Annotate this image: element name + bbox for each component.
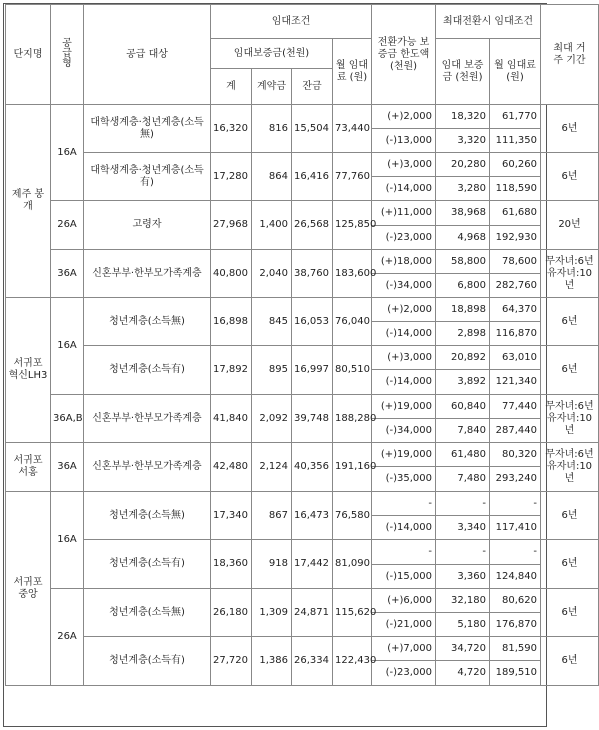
monthly-rent: 125,850 [333, 201, 372, 250]
max-monthly: 124,840 [490, 565, 541, 589]
max-period: 6년 [541, 589, 599, 637]
convertible-limit: (-)34,000 [372, 419, 436, 443]
max-monthly: 176,870 [490, 613, 541, 637]
max-period: 6년 [541, 298, 599, 346]
supply-type: 36A [51, 443, 84, 492]
max-deposit: 2,898 [436, 322, 490, 346]
header-total: 계 [211, 69, 252, 105]
supply-type: 26A [51, 589, 84, 686]
table-row [6, 298, 599, 322]
max-period: 6년 [541, 346, 599, 395]
supply-type: 16A [51, 105, 84, 201]
convertible-limit: (+)18,000 [372, 250, 436, 274]
supply-target: 신혼부부·한부모가족계층 [84, 250, 211, 298]
rent-conditions-table [5, 4, 599, 686]
deposit-balance: 39,748 [292, 395, 333, 443]
monthly-rent: 80,510 [333, 346, 372, 395]
supply-target: 청년계층(소득無) [84, 589, 211, 637]
deposit-contract: 895 [252, 346, 292, 395]
max-monthly: 61,770 [490, 105, 541, 129]
supply-type: 36A,B [51, 395, 84, 443]
max-period: 6년 [541, 637, 599, 686]
supply-type: 36A [51, 250, 84, 298]
deposit-balance: 26,568 [292, 201, 333, 250]
header-target: 공급 대상 [84, 5, 211, 105]
max-monthly: - [490, 492, 541, 516]
max-monthly: 78,600 [490, 250, 541, 274]
deposit-contract: 1,400 [252, 201, 292, 250]
max-deposit: 32,180 [436, 589, 490, 613]
max-period: 6년 [541, 105, 599, 153]
monthly-rent: 76,040 [333, 298, 372, 346]
max-deposit: 4,968 [436, 226, 490, 250]
deposit-total: 27,720 [211, 637, 252, 686]
max-monthly: 63,010 [490, 346, 541, 370]
max-deposit: 20,280 [436, 153, 490, 177]
convertible-limit: (+)19,000 [372, 395, 436, 419]
table-row [6, 540, 599, 565]
deposit-balance: 16,473 [292, 492, 333, 540]
monthly-rent: 115,620 [333, 589, 372, 637]
max-monthly: 64,370 [490, 298, 541, 322]
header-max-monthly: 월 임대료 (원) [490, 39, 541, 105]
complex-name: 제주 봉개 [6, 105, 51, 298]
deposit-total: 18,360 [211, 540, 252, 589]
header-max-period: 최대 거주 기간 [541, 5, 599, 105]
max-period: 6년 [541, 540, 599, 589]
monthly-rent: 122,430 [333, 637, 372, 686]
table-row [6, 492, 599, 516]
max-deposit: 6,800 [436, 274, 490, 298]
deposit-contract: 2,124 [252, 443, 292, 492]
max-monthly: 60,260 [490, 153, 541, 177]
convertible-limit: (+)11,000 [372, 201, 436, 226]
convertible-limit: (+)3,000 [372, 346, 436, 370]
complex-name: 서귀포 혁신LH3 [6, 298, 51, 443]
header-monthly: 월 임대료 (원) [333, 39, 372, 105]
deposit-contract: 845 [252, 298, 292, 346]
monthly-rent: 73,440 [333, 105, 372, 153]
deposit-balance: 16,416 [292, 153, 333, 201]
table-row [6, 153, 599, 177]
supply-type: 16A [51, 298, 84, 395]
deposit-balance: 26,334 [292, 637, 333, 686]
deposit-contract: 1,386 [252, 637, 292, 686]
max-monthly: 111,350 [490, 129, 541, 153]
monthly-rent: 77,760 [333, 153, 372, 201]
max-deposit: - [436, 540, 490, 565]
max-monthly: 189,510 [490, 661, 541, 686]
max-period: 무자녀:6년 유자녀:10년 [541, 250, 599, 298]
convertible-limit: - [372, 540, 436, 565]
deposit-contract: 816 [252, 105, 292, 153]
max-period: 20년 [541, 201, 599, 250]
supply-target: 신혼부부·한부모가족계층 [84, 395, 211, 443]
deposit-total: 17,892 [211, 346, 252, 395]
supply-target: 청년계층(소득有) [84, 637, 211, 686]
deposit-total: 41,840 [211, 395, 252, 443]
supply-target: 대학생계층·청년계층(소득無) [84, 105, 211, 153]
max-deposit: 7,480 [436, 467, 490, 492]
deposit-total: 17,340 [211, 492, 252, 540]
deposit-total: 40,800 [211, 250, 252, 298]
deposit-total: 42,480 [211, 443, 252, 492]
monthly-rent: 188,280 [333, 395, 372, 443]
supply-target: 청년계층(소득有) [84, 540, 211, 589]
table-row [6, 637, 599, 661]
max-deposit: 3,340 [436, 516, 490, 540]
deposit-contract: 867 [252, 492, 292, 540]
convertible-limit: (-)13,000 [372, 129, 436, 153]
convertible-limit: (-)14,000 [372, 177, 436, 201]
header-type [51, 5, 84, 105]
header-deposit-group: 임대보증금(천원) [211, 39, 333, 69]
deposit-total: 16,898 [211, 298, 252, 346]
deposit-balance: 24,871 [292, 589, 333, 637]
convertible-limit: (-)14,000 [372, 516, 436, 540]
supply-target: 청년계층(소득無) [84, 492, 211, 540]
max-monthly: 80,320 [490, 443, 541, 467]
max-monthly: 282,760 [490, 274, 541, 298]
convertible-limit: (-)14,000 [372, 322, 436, 346]
max-deposit: 3,360 [436, 565, 490, 589]
deposit-total: 27,968 [211, 201, 252, 250]
convertible-limit: (+)3,000 [372, 153, 436, 177]
supply-target: 고령자 [84, 201, 211, 250]
max-monthly: 118,590 [490, 177, 541, 201]
max-deposit: 4,720 [436, 661, 490, 686]
deposit-balance: 17,442 [292, 540, 333, 589]
convertible-limit: (+)7,000 [372, 637, 436, 661]
max-deposit: 34,720 [436, 637, 490, 661]
table-row [6, 395, 599, 419]
max-deposit: 38,968 [436, 201, 490, 226]
table-row [6, 105, 599, 129]
supply-target: 청년계층(소득有) [84, 346, 211, 395]
max-deposit: 3,892 [436, 370, 490, 395]
max-monthly: 287,440 [490, 419, 541, 443]
deposit-balance: 40,356 [292, 443, 333, 492]
convertible-limit: (-)21,000 [372, 613, 436, 637]
table-row [6, 346, 599, 370]
max-deposit: 20,892 [436, 346, 490, 370]
deposit-total: 16,320 [211, 105, 252, 153]
max-monthly: 61,680 [490, 201, 541, 226]
max-deposit: 58,800 [436, 250, 490, 274]
convertible-limit: (-)23,000 [372, 661, 436, 686]
table-row [6, 250, 599, 274]
deposit-contract: 864 [252, 153, 292, 201]
convertible-limit: (+)6,000 [372, 589, 436, 613]
max-monthly: - [490, 540, 541, 565]
max-deposit: 3,280 [436, 177, 490, 201]
max-period: 6년 [541, 492, 599, 540]
table-row [6, 201, 599, 226]
max-deposit: - [436, 492, 490, 516]
max-period: 무자녀:6년 유자녀:10년 [541, 443, 599, 492]
max-deposit: 18,320 [436, 105, 490, 129]
supply-target: 청년계층(소득無) [84, 298, 211, 346]
convertible-limit: (-)15,000 [372, 565, 436, 589]
convertible-limit: (-)35,000 [372, 467, 436, 492]
max-deposit: 5,180 [436, 613, 490, 637]
header-balance: 잔금 [292, 69, 333, 105]
monthly-rent: 191,160 [333, 443, 372, 492]
convertible-limit: (+)2,000 [372, 298, 436, 322]
header-convertible: 전환가능 보증금 한도액 (천원) [372, 5, 436, 105]
header-max-conditions: 최대전환시 임대조건 [436, 5, 541, 39]
header-max-deposit: 임대 보증금 (천원) [436, 39, 490, 105]
convertible-limit: (+)19,000 [372, 443, 436, 467]
max-monthly: 77,440 [490, 395, 541, 419]
max-monthly: 121,340 [490, 370, 541, 395]
deposit-balance: 38,760 [292, 250, 333, 298]
header-contract: 계약금 [252, 69, 292, 105]
monthly-rent: 81,090 [333, 540, 372, 589]
max-monthly: 116,870 [490, 322, 541, 346]
deposit-balance: 15,504 [292, 105, 333, 153]
complex-name: 서귀포 중앙 [6, 492, 51, 686]
max-monthly: 117,410 [490, 516, 541, 540]
supply-type: 26A [51, 201, 84, 250]
max-deposit: 18,898 [436, 298, 490, 322]
convertible-limit: (-)23,000 [372, 226, 436, 250]
header-type-label: 공급형 [62, 38, 72, 69]
deposit-balance: 16,997 [292, 346, 333, 395]
deposit-total: 17,280 [211, 153, 252, 201]
convertible-limit: (-)34,000 [372, 274, 436, 298]
max-monthly: 80,620 [490, 589, 541, 613]
deposit-contract: 1,309 [252, 589, 292, 637]
max-deposit: 60,840 [436, 395, 490, 419]
deposit-balance: 16,053 [292, 298, 333, 346]
complex-name: 서귀포 서홍 [6, 443, 51, 492]
table-row [6, 589, 599, 613]
convertible-limit: (+)2,000 [372, 105, 436, 129]
deposit-total: 26,180 [211, 589, 252, 637]
header-rent-conditions: 임대조건 [211, 5, 372, 39]
max-monthly: 192,930 [490, 226, 541, 250]
convertible-limit: (-)14,000 [372, 370, 436, 395]
header-complex: 단지명 [6, 5, 51, 105]
max-deposit: 61,480 [436, 443, 490, 467]
supply-target: 대학생계층·청년계층(소득有) [84, 153, 211, 201]
max-deposit: 7,840 [436, 419, 490, 443]
max-period: 무자녀:6년 유자녀:10년 [541, 395, 599, 443]
max-deposit: 3,320 [436, 129, 490, 153]
deposit-contract: 918 [252, 540, 292, 589]
supply-type: 16A [51, 492, 84, 589]
deposit-contract: 2,092 [252, 395, 292, 443]
monthly-rent: 183,600 [333, 250, 372, 298]
max-period: 6년 [541, 153, 599, 201]
monthly-rent: 76,580 [333, 492, 372, 540]
supply-target: 신혼부부·한부모가족계층 [84, 443, 211, 492]
max-monthly: 81,590 [490, 637, 541, 661]
table-row [6, 443, 599, 467]
deposit-contract: 2,040 [252, 250, 292, 298]
convertible-limit: - [372, 492, 436, 516]
max-monthly: 293,240 [490, 467, 541, 492]
